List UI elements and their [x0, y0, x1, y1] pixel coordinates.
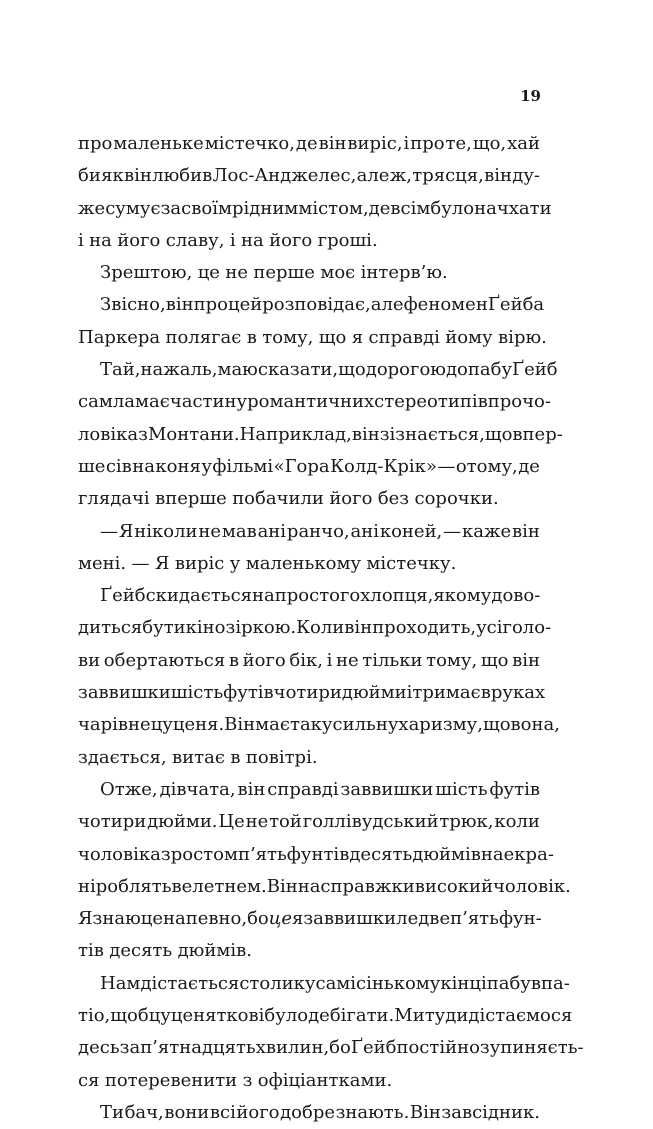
word: трясця,	[412, 165, 484, 187]
word: мені.	[78, 552, 127, 574]
word: Ґейб	[350, 1037, 397, 1059]
word: чоловік.	[493, 875, 571, 897]
word: зізнається,	[379, 423, 485, 445]
word: містечко,	[204, 133, 295, 154]
word: його	[242, 649, 286, 671]
word: ду-	[512, 165, 540, 187]
word: він	[165, 294, 194, 316]
word: йому	[445, 326, 493, 348]
word: напевно,	[163, 908, 248, 930]
body-text	[78, 128, 584, 1129]
word: на	[480, 843, 504, 865]
word: шість	[170, 682, 224, 704]
word: Та	[100, 359, 123, 381]
word: бач,	[124, 1101, 164, 1123]
word: Звісно,	[100, 294, 166, 316]
word: Ґейб	[512, 359, 558, 381]
text-line	[78, 645, 540, 677]
word: футів	[223, 682, 274, 704]
word: ламає	[112, 391, 170, 413]
word: на	[252, 585, 275, 607]
word: харизму,	[398, 714, 483, 736]
word: дюйми.	[147, 811, 218, 833]
word: в	[230, 746, 241, 768]
word: самісінькому	[315, 972, 441, 994]
word: він	[512, 649, 540, 671]
word: ся	[78, 1069, 100, 1091]
word: щоб	[110, 1005, 149, 1027]
word: Наприклад,	[239, 423, 352, 445]
word: за	[119, 1037, 141, 1059]
word: що	[338, 359, 366, 381]
word: ніколи	[134, 520, 198, 542]
word: що,	[472, 133, 507, 154]
word: жаль,	[163, 359, 218, 381]
word: хвилин,	[255, 1037, 330, 1059]
text-line	[78, 871, 571, 903]
word: голлівудський	[302, 811, 439, 833]
word: Я	[78, 908, 93, 930]
word: чарівне	[78, 714, 151, 736]
word: що	[482, 714, 511, 736]
word: справді	[267, 778, 339, 800]
word: але	[370, 294, 404, 316]
text-line	[78, 677, 546, 709]
word: те,	[445, 133, 472, 154]
word: витає	[172, 746, 225, 768]
word: —	[443, 520, 462, 542]
text-line	[78, 193, 552, 225]
word: каже	[461, 520, 512, 542]
word: і	[78, 229, 84, 251]
word: він	[318, 133, 347, 154]
word: побачили	[232, 488, 324, 510]
word: голо-	[502, 617, 552, 639]
word: начхати	[474, 197, 552, 219]
word: пабу	[467, 359, 513, 381]
text-line	[78, 839, 554, 871]
word: на	[89, 229, 112, 251]
word: Він	[224, 714, 256, 736]
text-line	[78, 354, 558, 386]
word: тільки	[362, 649, 423, 671]
word: що	[484, 423, 513, 445]
word: перше	[253, 262, 315, 284]
word: тому,	[262, 326, 314, 348]
word: ані	[257, 520, 287, 542]
word: заввишки	[78, 682, 171, 704]
text-line	[78, 806, 540, 838]
page-number: 19	[520, 87, 541, 105]
word: дорогою	[365, 359, 446, 381]
word: інтерв’ю.	[360, 262, 448, 284]
word: Я	[154, 552, 170, 574]
word: фунтів	[286, 843, 350, 865]
word: його	[269, 229, 313, 251]
word: він	[237, 778, 266, 800]
word: коней,	[379, 520, 443, 542]
text-line	[78, 257, 540, 289]
word: коли	[494, 811, 540, 833]
word: сорочки.	[414, 488, 499, 510]
word: в	[246, 326, 257, 348]
word: сів	[105, 455, 132, 477]
word: своїм	[181, 197, 232, 219]
word: Він	[266, 875, 298, 897]
word: не	[198, 520, 222, 542]
word: всі	[209, 1101, 236, 1123]
word: розповідає,	[262, 294, 371, 316]
text-line	[78, 386, 551, 418]
text-line	[78, 1032, 584, 1064]
word: чоловіка	[78, 843, 161, 865]
word: до	[445, 359, 468, 381]
word: дівчата,	[159, 778, 236, 800]
word: вони	[164, 1101, 210, 1123]
word: виріс	[174, 552, 225, 574]
word: Це	[218, 811, 245, 833]
word: це	[140, 908, 163, 930]
word: якому	[433, 585, 492, 607]
word: і	[326, 649, 333, 671]
word: па-	[541, 972, 570, 994]
word: Ти	[100, 1101, 125, 1123]
word: з	[138, 423, 148, 445]
word: має	[255, 714, 290, 736]
word: Ґейб	[100, 585, 146, 607]
word: в	[480, 682, 491, 704]
word: глядачі	[78, 488, 150, 510]
text-line	[78, 935, 540, 967]
word: ані	[350, 520, 379, 542]
word: Монтани.	[147, 423, 240, 445]
word: дюймів.	[177, 940, 252, 962]
word: тіо,	[78, 1005, 111, 1027]
word: але	[356, 165, 390, 187]
word: це	[268, 908, 292, 930]
word: зростом	[160, 843, 238, 865]
word: містечку.	[366, 552, 457, 574]
word: Ми	[394, 1005, 425, 1027]
word: стереотипів	[374, 391, 488, 413]
word: де	[295, 133, 318, 154]
word: Коли	[296, 617, 345, 639]
word: усі	[476, 617, 503, 639]
word: десять	[109, 940, 173, 962]
word: сам	[78, 391, 113, 413]
word: про	[78, 133, 113, 154]
word: Лос-Анджелес,	[212, 165, 357, 187]
word: всім	[390, 197, 431, 219]
word: що	[480, 649, 509, 671]
text-line	[78, 709, 560, 741]
word: де	[368, 197, 391, 219]
word: ні	[78, 875, 96, 897]
word: тів	[78, 940, 104, 962]
word: вірю.	[498, 326, 547, 348]
word: на	[241, 229, 264, 251]
word: трюк,	[439, 811, 494, 833]
word: його	[117, 229, 161, 251]
word: що	[318, 326, 347, 348]
word: коня	[155, 455, 201, 477]
word: не	[225, 262, 248, 284]
word: же	[78, 197, 106, 219]
word: туди	[424, 1005, 469, 1027]
word: зупиняєть-	[479, 1037, 584, 1059]
word: бігати.	[329, 1005, 395, 1027]
word: він	[123, 165, 152, 187]
word: й	[250, 294, 263, 316]
word: про	[487, 391, 523, 413]
word: не	[335, 649, 359, 671]
word: диться	[78, 617, 143, 639]
word: велетнем.	[171, 875, 267, 897]
word: п’ять	[237, 843, 287, 865]
word: ловіка	[78, 423, 139, 445]
word: п’ятнадцять	[140, 1037, 256, 1059]
word: дово-	[491, 585, 541, 607]
text-line	[78, 419, 563, 451]
word: скидається	[145, 585, 253, 607]
word: —	[131, 552, 150, 574]
word: з	[242, 1069, 253, 1091]
word: чо-	[522, 391, 551, 413]
word: вперше	[155, 488, 227, 510]
word: славу,	[165, 229, 225, 251]
word: про	[193, 294, 228, 316]
word: дістається	[140, 972, 240, 994]
text-line	[78, 483, 540, 515]
word: чотири	[78, 811, 147, 833]
word: маленьке	[113, 133, 204, 154]
word: у	[304, 972, 316, 994]
word: пабу	[486, 972, 531, 994]
word: було	[264, 1005, 309, 1027]
word: на	[140, 359, 164, 381]
word: фун-	[498, 908, 542, 930]
word: в	[530, 972, 542, 994]
word: дюйми	[341, 682, 407, 704]
word: знаю	[92, 908, 141, 930]
word: —	[437, 455, 456, 477]
word: феномен	[403, 294, 488, 316]
word: отому,	[455, 455, 518, 477]
word: у	[201, 455, 212, 477]
text-line	[78, 160, 540, 192]
word: десь	[78, 1037, 120, 1059]
word: повітрі.	[245, 746, 318, 768]
word: здається,	[78, 746, 167, 768]
word: дюймів	[412, 843, 481, 865]
word: тримає	[412, 682, 481, 704]
word: і	[406, 682, 413, 704]
word: заввишки	[303, 908, 397, 930]
word: це	[228, 294, 251, 316]
word: в	[228, 649, 239, 671]
word: руках	[490, 682, 546, 704]
word: романтичних	[247, 391, 375, 413]
word: на	[132, 455, 155, 477]
text-line	[78, 516, 540, 548]
word: ж,	[389, 165, 412, 187]
text-line	[78, 548, 540, 580]
word: як	[101, 165, 124, 187]
text-line	[78, 1065, 540, 1097]
word: не	[245, 811, 269, 833]
word: хай	[507, 133, 540, 154]
word: шість	[435, 778, 488, 800]
word: і	[403, 133, 410, 154]
word: любив	[152, 165, 213, 187]
word: столик	[239, 972, 305, 994]
word: таку	[289, 714, 333, 736]
word: де	[308, 1005, 330, 1027]
word: «Гора	[273, 455, 330, 477]
word: ледве	[396, 908, 451, 930]
word: насправжки	[297, 875, 415, 897]
word: Паркера	[78, 326, 161, 348]
word: бо	[247, 908, 269, 930]
word: офіціантками.	[257, 1069, 393, 1091]
word: його	[329, 488, 373, 510]
word: він	[512, 520, 540, 542]
word: ранчо,	[286, 520, 350, 542]
word: справді	[368, 326, 440, 348]
word: Колд-Крік»	[330, 455, 437, 477]
word: бути	[142, 617, 186, 639]
word: бік,	[289, 649, 323, 671]
text-line	[78, 1097, 540, 1129]
text-line	[78, 580, 540, 612]
word: він	[484, 165, 512, 187]
word: сказати,	[257, 359, 339, 381]
word: Зрештою,	[100, 262, 193, 284]
word: мав	[221, 520, 257, 542]
word: я	[351, 326, 364, 348]
word: хлопця,	[360, 585, 434, 607]
word: виріс,	[347, 133, 403, 154]
word: обертаються	[103, 649, 226, 671]
word: Він	[409, 1101, 441, 1123]
word: екра-	[503, 843, 554, 865]
word: постійно	[396, 1037, 480, 1059]
word: би	[78, 165, 101, 187]
word: і	[229, 229, 236, 251]
text-line	[78, 225, 540, 257]
word: високий	[414, 875, 493, 897]
word: частину	[169, 391, 248, 413]
word: цуценяткові	[148, 1005, 265, 1027]
word: маю	[217, 359, 258, 381]
word: моє	[320, 262, 356, 284]
word: кінці	[440, 972, 487, 994]
word: сумує	[105, 197, 161, 219]
word: й,	[122, 359, 141, 381]
word: гроші.	[317, 229, 378, 251]
word: кінозіркою.	[185, 617, 297, 639]
word: проходить,	[372, 617, 477, 639]
word: впер-	[512, 423, 563, 445]
text-line	[78, 1000, 573, 1032]
text-line	[78, 322, 547, 354]
text-line	[78, 128, 540, 160]
word: той	[269, 811, 302, 833]
word: ше	[78, 455, 106, 477]
text-line	[78, 612, 552, 644]
word: це	[197, 262, 220, 284]
word: його	[236, 1101, 280, 1123]
word: цуценя.	[150, 714, 225, 736]
word: добре	[280, 1101, 336, 1123]
word: заввишки	[340, 778, 434, 800]
word: фільмі	[212, 455, 274, 477]
word: ви	[78, 649, 101, 671]
word: було	[430, 197, 475, 219]
word: без	[377, 488, 410, 510]
text-line	[78, 968, 570, 1000]
word: роблять	[95, 875, 172, 897]
word: завсідник.	[441, 1101, 540, 1123]
word: де	[518, 455, 540, 477]
word: знають.	[335, 1101, 410, 1123]
word: полягає	[165, 326, 242, 348]
word: Отже,	[100, 778, 158, 800]
text-line	[78, 289, 545, 321]
word: у	[229, 552, 241, 574]
word: про	[410, 133, 445, 154]
word: маленькому	[245, 552, 362, 574]
word: бо	[329, 1037, 351, 1059]
word: він	[351, 423, 380, 445]
word: п’ять	[450, 908, 499, 930]
word: вона,	[510, 714, 560, 736]
word: він	[344, 617, 373, 639]
word: я	[291, 908, 304, 930]
word: простого	[274, 585, 361, 607]
word: потеревенити	[104, 1069, 238, 1091]
word: футів	[489, 778, 540, 800]
word: —	[100, 520, 118, 542]
word: чотири	[273, 682, 342, 704]
word: Нам	[100, 972, 141, 994]
word: сильну	[332, 714, 399, 736]
word: Ґейба	[487, 294, 545, 316]
word: містом,	[298, 197, 369, 219]
word: рідним	[231, 197, 299, 219]
text-line	[78, 903, 540, 935]
text-line	[78, 774, 540, 806]
word: тому,	[426, 649, 478, 671]
word: дістаємося	[468, 1005, 573, 1027]
word: Я	[118, 520, 134, 542]
word: за	[160, 197, 182, 219]
word: десять	[349, 843, 413, 865]
text-line	[78, 742, 540, 774]
text-line	[78, 451, 540, 483]
